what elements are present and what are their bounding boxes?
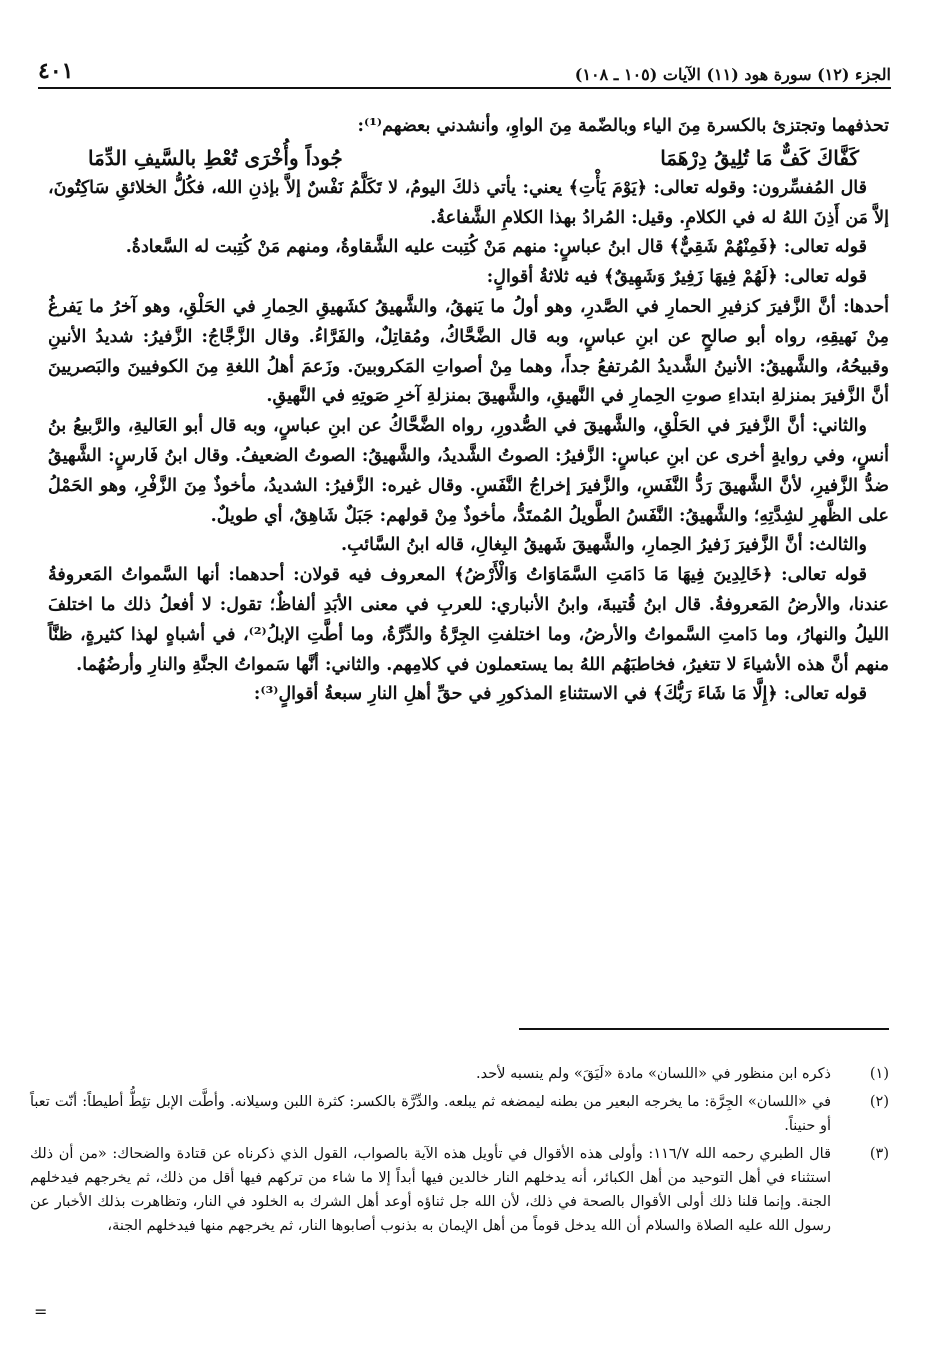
paragraph: تحذفهما وتجتزئ بالكسرة مِنَ الياء وبالضّمة مِنَ الواوِ، وأنشدني بعضهم⁽¹⁾: [357,116,889,136]
paragraph [48,531,889,561]
page-number: ٤٠١ [38,58,74,84]
continuation-mark: = [34,1302,48,1321]
footnote [30,1090,889,1138]
section-lead: أحدهما: [228,565,285,586]
footnote-number: (١) [869,1066,889,1082]
paragraph: قوله تعالى: ﴿إِلَّا مَا شَاءَ رَبُّكَ﴾ في الاستثناءِ المذكورِ في حقِّ أهلِ النارِ سبعةُ أقوالٍ⁽³⁾: [253,684,867,705]
paragraph [48,561,889,680]
footnote-text: في «اللسان» الجِرَّة: ما يخرجه البعير من بطنه ليمضغه ثم يبلعه. والدِّرَّة بالكسر: كثرة اللبن وسيلانه. وأطَّت الإبل تئِطُّ أطيطاً: أنّت تعباً أو حنيناً. [30,1094,831,1134]
footnote-number: (٢) [869,1094,889,1110]
verse-first-hemistich: كَفَّاكَ كَفٌّ مَا تُلِيقُ دِرْهَمَا [660,145,859,170]
paragraph-text: أنَّ الزَّفيرَ في الحَلْقِ، والشَّهيقَ في الصُّدورِ، رواه الضَّحَّاكُ عن ابنِ عباسٍ، وبه قال أبو العَاليةِ، والرَّبيعُ بنُ أنسٍ، وفي روايةٍ أخرى عن ابنِ عباسٍ: الزَّفيرُ: الصوتُ الشَّديدُ، والشَّهيقُ: الصوتُ الضعيفُ. وقال ابنُ فَارسٍ: الشَّهيقُ ضدُّ الزَّفيرِ، لأنَّ الشَّهيقَ رَدُّ النَّفَسِ، والزَّفيرَ إخراجُ النَّفَسِ. وقال غيره: الزَّفيرُ: الشديدُ، مأخوذٌ مِنَ الزَّفْرِ، وهو الحَمْلُ على الظَّهرِ لشِدَّتِهِ؛ والشَّهيقُ: النَّفَسُ الطَّويلُ المُمتَدُّ، مأخوذٌ مِنْ قولهم: جَبَلٌ شَاهِقٌ، أي طويلٌ. [48,416,889,526]
section-lead: أحدها: [843,296,889,317]
page-header [38,48,891,84]
paragraph-text: أنَّ الزَّفيرَ زَفيرُ الحِمارِ، والشَّهيقَ شَهيقُ البِغالِ، قاله ابنُ السَّائبِ. [341,535,803,556]
paragraph [48,293,889,412]
footnote-rule [519,1028,889,1030]
footnote-text: ذكره ابن منظور في «اللسان» مادة «لَيَقَ» ولم ينسبه لأحد. [476,1066,831,1082]
section-lead: والثاني: [325,654,381,675]
paragraph-text: أنها السَّمواتُ المَعروفةُ عندنا، والأرضُ المَعروفةُ. قال ابنُ قُتيبةَ، وابنُ الأنباري: للعربِ في معنى الأبَدِ ألفاظٌ؛ تقول: لا أفعلُ ذلك ما اختلفَ الليلُ والنهارُ، وما دَامتِ السَّمواتُ والأرضُ، وما اختلفتِ الجِرَّةُ والدِّرَّةُ، وما أطَّتِ الإبلُ⁽²⁾، في أشباهٍ لهذا كثيرةٍ، ظنَّاً منهم أنَّ هذه الأشياءَ لا تتغيرُ، فخاطبَهُم اللهُ بما يستعملون في كلامِهم. [48,565,889,675]
footnote-number: (٣) [869,1146,889,1162]
section-lead: والثاني: [811,416,867,437]
paragraph-text: أنَّ الزَّفيرَ كزفيرِ الحمارِ في الصَّدرِ، وهو أولُ ما يَنهقُ، والشَّهيقُ كشَهيقِ الحِمارِ في الحَلْقِ، وهو آخرُ ما يَفرغُ مِنْ نَهيقِهِ، رواه أبو صالحٍ عن ابنِ عباسٍ، وبه قال الضَّحَّاكُ، ومُقاتِلٌ، والفَرَّاءُ. وقال الزَّجَّاجُ: الزَّفيرُ: شديدُ الأنينِ وقبيحُهُ، والشَّهيقُ: الأنينُ الشَّديدُ المُرتفعُ جداً، وهما مِنْ أصواتِ المَكروبينَ. وزَعمَ أهلُ اللغةِ مِنَ الكوفيينَ والبَصريينَ أنَّ الزَّفيرَ بمنزلةِ ابتداءِ صوتِ الحِمارِ في النَّهيقِ، والشَّهيقَ بمنزلةِ آخرِ صَوتِهِ في النَّهيقِ. [48,296,889,407]
paragraph: قوله تعالى: ﴿لَهُمْ فِيهَا زَفِيرٌ وَشَهِيقٌ﴾ فيه ثلاثةُ أقوالٍ: [486,267,867,288]
verse-second-hemistich: جُوداً وأُخْرَى تُعْطِ بالسَّيفِ الدِّمَا [88,145,343,170]
footnote [30,1142,889,1238]
paragraph: قال المُفسِّرون: وقوله تعالى: ﴿يَوْمَ يَأْتِ﴾ يعني: يأتي ذلكَ اليومُ، لا تَكَلَّمُ نَفْسٌ إلاَّ بإذنِ الله، فكُلُّ الخلائقِ سَاكِتُونَ، إلاَّ مَن أَذِنَ اللهُ له في الكلامِ. وقيل: المُرادُ بهذا الكلامِ الشَّفاعةُ. [48,177,889,228]
section-lead: والثالث: [808,535,867,556]
paragraph-text: قوله تعالى: ﴿خَالِدِينَ فِيهَا مَا دَامَتِ السَّمَاوَاتُ وَالْأَرْضُ﴾ المعروف فيه قولان: [293,565,868,586]
paragraph: قوله تعالى: ﴿فَمِنْهُمْ شَقِيٌّ﴾ قال ابنُ عباسٍ: منهم مَنْ كُتِبت عليه الشَّقاوةُ، ومنهم مَنْ كُتِبت له السَّعادةُ. [125,237,867,258]
paragraph [48,412,889,531]
paragraph-text: أنَّها سَمواتُ الجنَّةِ والنارِ وأرضُهُما. [76,654,319,675]
header-rule [38,87,891,89]
running-title: الجزء (١٢) سورة هود (١١) الآيات (١٠٥ ـ ١٠٨) [574,65,891,84]
footnote-text: قال الطبري رحمه الله ١١٦/٧: وأولى هذه الأقوال في تأويل هذه الآية بالصواب، القول الذي ذكرناه عن قتادة والضحاك: «من أن ذلك استثناء في أهل التوحيد من أهل الكبائر، أنه يدخلهم النار خالدين فيها أبداً إلا ما شاء من تركهم فيها أقل من ذلك، ثم يخرجهم فيدخلهم الجنة. وإنما قلنا ذلك أولى الأقوال بالصحة في ذلك، لأن الله جل ثناؤه أوعد أهل الشرك به الخلود في النار، وتظاهرت بذلك الأخبار عن رسول الله عليه الصلاة والسلام أن الله يدخل قوماً من أهل الإيمان به بذنوب أصابوها النار، ثم يخرجهم منها فيدخلهم الجنة، [30,1146,831,1234]
footnote [30,1062,889,1086]
main-text [48,112,889,710]
footnotes [30,1062,889,1242]
poetry-verse [48,142,889,174]
